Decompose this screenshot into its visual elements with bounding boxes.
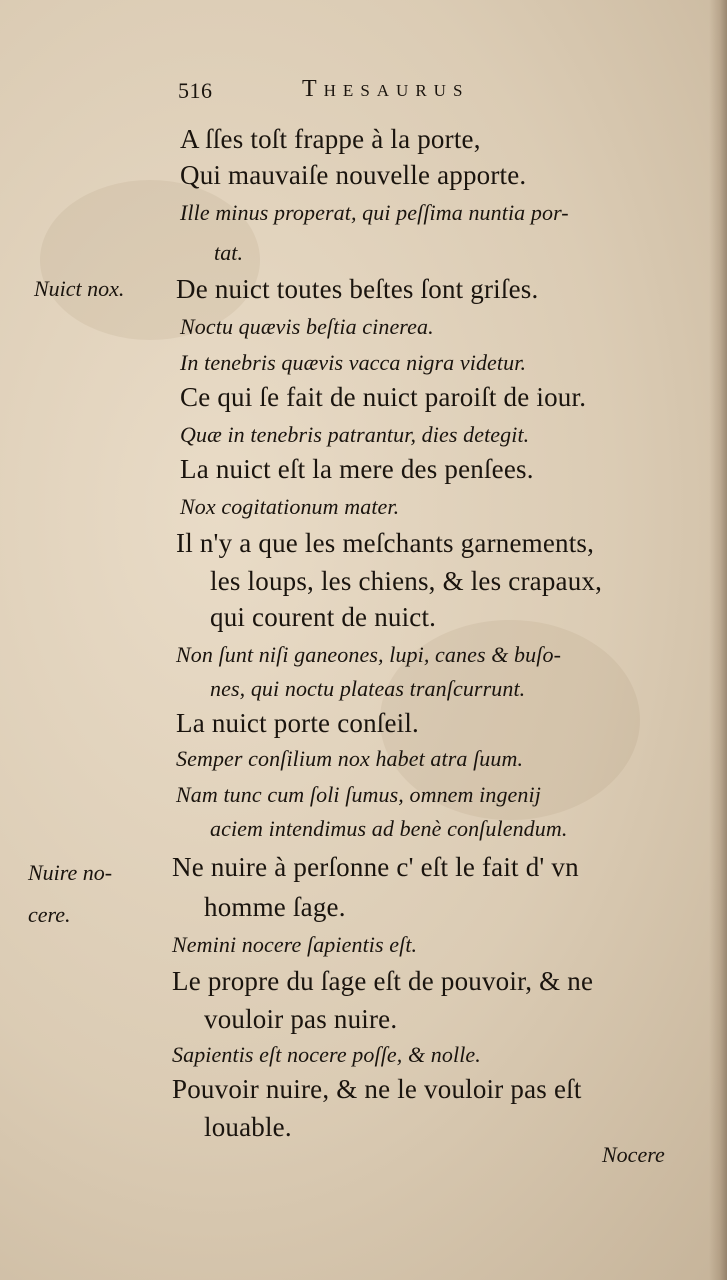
text-line: nes, qui noctu plateas tranſcurrunt. bbox=[210, 676, 526, 701]
text-line: louable. bbox=[204, 1112, 292, 1142]
text-line: aciem intendimus ad benè conſulendum. bbox=[210, 816, 568, 841]
text-line: Ne nuire à perſonne c' eſt le fait d' vn bbox=[172, 852, 579, 882]
margin-note: cere. bbox=[28, 902, 71, 927]
page-gutter-shadow bbox=[709, 0, 727, 1280]
text-line: tat. bbox=[214, 240, 244, 265]
text-line: In tenebris quævis vacca nigra videtur. bbox=[180, 350, 527, 375]
text-line: Ille minus properat, qui peſſima nuntia por- bbox=[180, 200, 569, 225]
running-title: Thesaurus bbox=[302, 76, 470, 102]
text-line: homme ſage. bbox=[204, 892, 346, 922]
text-line: Sapientis eſt nocere poſſe, & nolle. bbox=[172, 1042, 481, 1067]
text-line: Pouvoir nuire, & ne le vouloir pas eſt bbox=[172, 1074, 582, 1104]
text-line: Le propre du ſage eſt de pouvoir, & ne bbox=[172, 966, 594, 996]
text-line: Ce qui ſe fait de nuict paroiſt de iour. bbox=[180, 382, 587, 412]
text-line: Nox cogitationum mater. bbox=[180, 494, 400, 519]
text-line: De nuict toutes beſtes ſont griſes. bbox=[176, 274, 539, 304]
text-line: qui courent de nuict. bbox=[210, 602, 437, 632]
text-line: vouloir pas nuire. bbox=[204, 1004, 398, 1034]
text-line: Qui mauvaiſe nouvelle apporte. bbox=[180, 160, 527, 190]
text-line: Il n'y a que les meſchants garnements, bbox=[176, 528, 595, 558]
margin-note: Nuict nox. bbox=[34, 276, 125, 301]
text-line: Quæ in tenebris patrantur, dies detegit. bbox=[180, 422, 530, 447]
catchword: Nocere bbox=[602, 1142, 665, 1167]
text-line: Non ſunt niſi ganeones, lupi, canes & buſo- bbox=[176, 642, 561, 667]
text-line: Semper conſilium nox habet atra ſuum. bbox=[176, 746, 524, 771]
text-line: Noctu quævis beſtia cinerea. bbox=[180, 314, 434, 339]
margin-note: Nuire no- bbox=[28, 860, 113, 885]
text-line: Nam tunc cum ſoli ſumus, omnem ingenij bbox=[176, 782, 541, 807]
text-line: A ſſes toſt frappe à la porte, bbox=[180, 124, 481, 154]
text-line: La nuict porte conſeil. bbox=[176, 708, 420, 738]
text-line: les loups, les chiens, & les crapaux, bbox=[210, 566, 603, 596]
page-number: 516 bbox=[178, 78, 213, 103]
text-line: La nuict eſt la mere des penſees. bbox=[180, 454, 534, 484]
text-line: Nemini nocere ſapientis eſt. bbox=[172, 932, 418, 957]
